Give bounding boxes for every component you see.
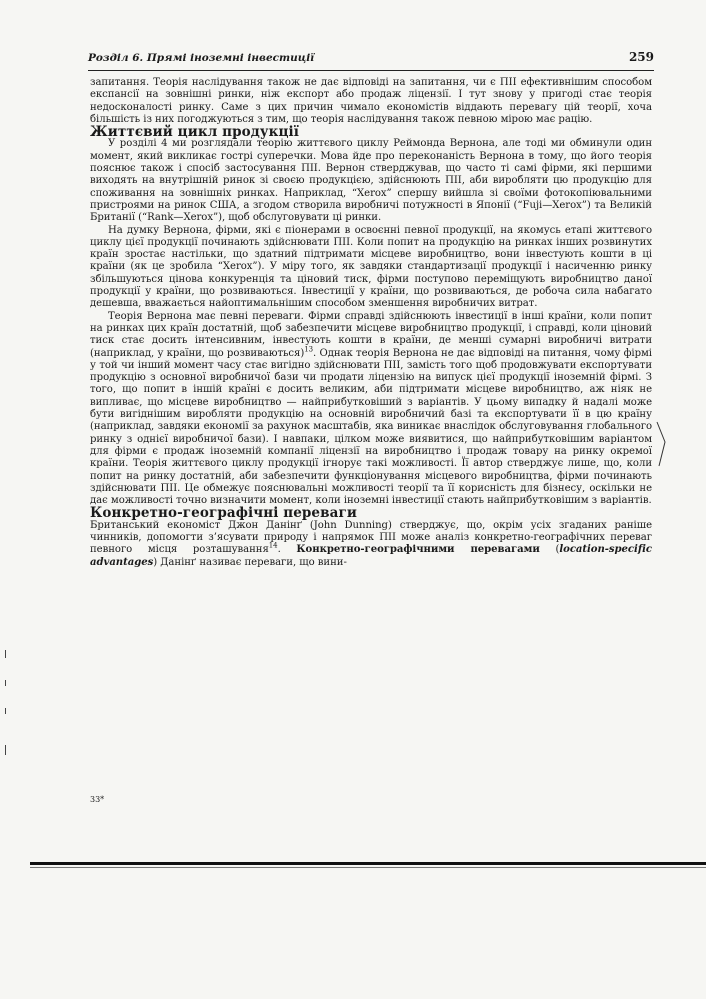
paragraph-continuation: запитання. Теорія наслідування також не дає відповіді на запитання, чи є ПІІ ефективнішим способом експансії на зовнішні ринки, ніж експорт або продаж ліцензії. І тут знову у пригоді стає теорія недосконалості ринку. Саме з цих причин чимало економістів віддають перевагу цій теорії, хоча більшість із них погоджуються з тим, що теорія наслідування також певною мірою має рацію. — [90, 77, 652, 125]
running-header — [88, 52, 654, 72]
footnote-ref-14: 14 — [268, 541, 278, 550]
section-heading-life-cycle: Життєвий цикл продукції — [90, 124, 299, 141]
text-run: Британський економіст Джон Данінґ (John Dunning) стверджує, що, окрім усіх згаданих раніше чинників, допомогти з’ясувати природу і напрямок ПІІ може аналіз конкретно-географічних переваг певного місця розташування — [90, 519, 652, 556]
paragraph-location-1 — [90, 520, 652, 569]
body-text — [90, 77, 652, 569]
header-rule — [88, 70, 654, 71]
page-number: 259 — [628, 50, 654, 64]
scan-specks — [4, 650, 8, 760]
section-heading-location-advantages: Конкретно-географічні переваги — [90, 505, 357, 522]
text-run: ( — [539, 544, 560, 556]
paragraph-life-cycle-3 — [90, 311, 652, 508]
key-term: Конкретно-географічними перевагами — [296, 544, 540, 556]
margin-pencil-mark — [655, 420, 675, 470]
chapter-title: Розділ 6. Прямі іноземні інвестиції — [88, 52, 315, 64]
text-run: . — [277, 544, 297, 556]
text-run: ) Данінґ називає переваги, що вини- — [153, 556, 347, 568]
paragraph-life-cycle-2: На думку Вернона, фірми, які є піонерами в освоєнні певної продукції, на якомусь етапі життєвого циклу цієї продукції починають здійснювати ПІІ. Коли попит на продукцію на ринках інших розвинутих країн зростає настільки, що здатний підтримати місцеве виробництво, вони інвестують кошти в ці країни (як це зробила “Xerox”). У міру того, як завдяки стандартизації продукції і насиченню ринку збільшуються цінова конкуренція та ціновий тиск, фірми поступово переміщують виробництво даної продукції у країни, що розвиваються. Інвестиції у країни, що розвиваються, де робоча сила набагато дешевша, вважається найоптимальнішим способом зменшення виробничих витрат. — [90, 224, 652, 310]
paragraph-life-cycle-1: У розділі 4 ми розглядали теорію життєвого циклу Реймонда Вернона, але тоді ми обминули один момент, який викликає гострі суперечки. Мова йде про переконаність Вернона в тому, що його теорія пояснює також і спосіб застосування ПІІ. Вернон стверджував, що часто ті самі фірми, які першими виходять на внутрішній ринок зі своєю продукцією, здійснюють ПІІ, аби виробляти цю продукцію для споживання на зовнішніх ринках. Наприклад, “Xerox” спершу вийшла зі своїми фотокопіювальними пристроями на ринок США, а згодом створила виробничі потужності в Японії (“Fuji—Xerox”) та Великій Британії (“Rank—Xerox”), щоб обслуговувати ці ринки. — [90, 138, 652, 224]
text-run: . Однак теорія Вернона не дає відповіді на питання, чому фірмі у той чи інший момент часу стає вигідно здійснювати ПІІ, замість того щоб продовжувати експортувати продукцію з основної виробничої бази чи продати ліцензію на випуск цієї продукції іноземній фірмі. З того, що попит в іншій країні є досить великим, аби підтримати місцеве виробництво, аж ніяк не випливає, що місцеве виробництво — найприбутковіший з варіантів. У цьому випадку й надалі може бути вигіднішим виробляти продукцію на основній виробничий базі та експортувати її в цю країну (наприклад, завдяки економії за рахунок масштабів, яка виникає внаслідок обслуговування глобального ринку з однієї виробничої бази). І навпаки, цілком може виявитися, що найприбутковішим варіантом для фірми є продаж іноземній компанії ліцензії на виробництво і продаж товару на ринку окремої країни. Теорія життєвого циклу продукції ігнорує такі можливості. Її автор стверджує лише, що, коли попит на ринку достатній, аби забезпечити функціонування місцевого виробництва, фірми починають здійснювати ПІІ. Це обмежує пояснювальні можливості теорії та її корисність для бізнесу, оскільки не дає можливості точно визначити момент, коли іноземні інвестиції стають найприбутковішим з варіантів. — [90, 347, 652, 507]
key-term-english: location-specific advantages — [90, 544, 652, 568]
text-run: Теорія Вернона має певні переваги. Фірми справді здійснюють інвестиції в інші країни, коли попит на ринках цих країн достатній, щоб забезпечити місцеве виробництво продукції, і справді, коли ціновий тиск стає досить інтенсивним, інвестують кошти в країни, де менші сумарні виробничі витрати (наприклад, у країни, що розвиваються) — [90, 310, 652, 359]
signature-mark: 33* — [90, 795, 105, 804]
scan-edge-line — [30, 867, 706, 868]
scan-edge-bar — [30, 862, 706, 865]
footnote-ref-13: 13 — [304, 345, 314, 354]
